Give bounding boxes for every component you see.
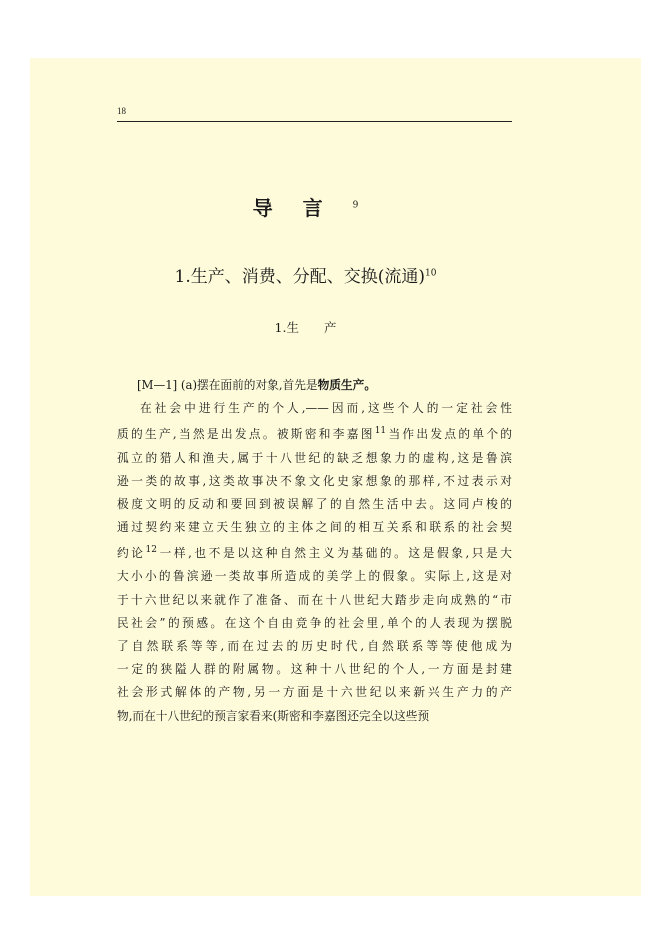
body-line: 一定的狭隘人群的附属物。这种十八世纪的个人,一方面是封建 (117, 662, 512, 677)
body-line: 极度文明的反动和要回到被误解了的自然生活中去。这同卢梭的 (117, 496, 512, 511)
chapter-title (0, 192, 611, 221)
page-number: 18 (117, 106, 126, 116)
chapter-footnote-marker: 9 (352, 200, 359, 211)
body-line: 逊一类的故事,这类故事决不象文化史家想象的那样,不过表示对 (117, 473, 512, 488)
footnote-marker: 12 (145, 545, 157, 556)
body-line: 物,而在十八世纪的预言家看来(斯密和李嘉图还完全以这些预 (117, 708, 430, 723)
body-line-text: 当作出发点的单个的 (386, 427, 512, 442)
header-rule (117, 121, 512, 122)
body-line-text: 约论 (117, 546, 146, 561)
body-line: 大小小的鲁滨逊一类故事所造成的美学上的假象。实际上,这是对 (117, 569, 512, 584)
body-line: 在社会中进行生产的个人,——因而,这些个人的一定社会性 (140, 401, 512, 416)
body-line (117, 539, 512, 565)
intro-emphasis: 物质生产。 (317, 378, 377, 392)
body-line-text: 质的生产,当然是出发点。被斯密和李嘉图 (117, 427, 375, 442)
chapter-title-text: 导言 (252, 196, 353, 220)
body-line: 于十六世纪以来就作了准备、而在十八世纪大踏步走向成熟的“市 (117, 592, 512, 607)
body-line: 孤立的猎人和渔夫,属于十八世纪的缺乏想象力的虚构,这是鲁滨 (117, 450, 512, 465)
intro-text: [M—1] (a)摆在面前的对象,首先是 (137, 378, 318, 392)
footnote-marker: 11 (374, 426, 387, 437)
body-line-text: 一样,也不是以这种自然主义为基础的。这是假象,只是大 (157, 546, 512, 561)
body-line (117, 420, 512, 446)
subsection-title: 1.生 产 (274, 320, 337, 335)
body-line: 民社会”的预感。在这个自由竞争的社会里,单个的人表现为摆脱 (117, 615, 512, 630)
body-text (117, 374, 512, 728)
section-title-text: 1.生产、消费、分配、交换(流通) (174, 267, 426, 287)
body-line: 社会形式解体的产物,另一方面是十六世纪以来新兴生产力的产 (117, 685, 512, 700)
body-line: 了自然联系等等,而在过去的历史时代,自然联系等等使他成为 (117, 639, 512, 654)
section-footnote-marker: 10 (425, 268, 437, 279)
section-title (0, 262, 611, 287)
body-line: 通过契约来建立天生独立的主体之间的相互关系和联系的社会契 (117, 520, 512, 535)
paragraph-intro (117, 374, 512, 397)
